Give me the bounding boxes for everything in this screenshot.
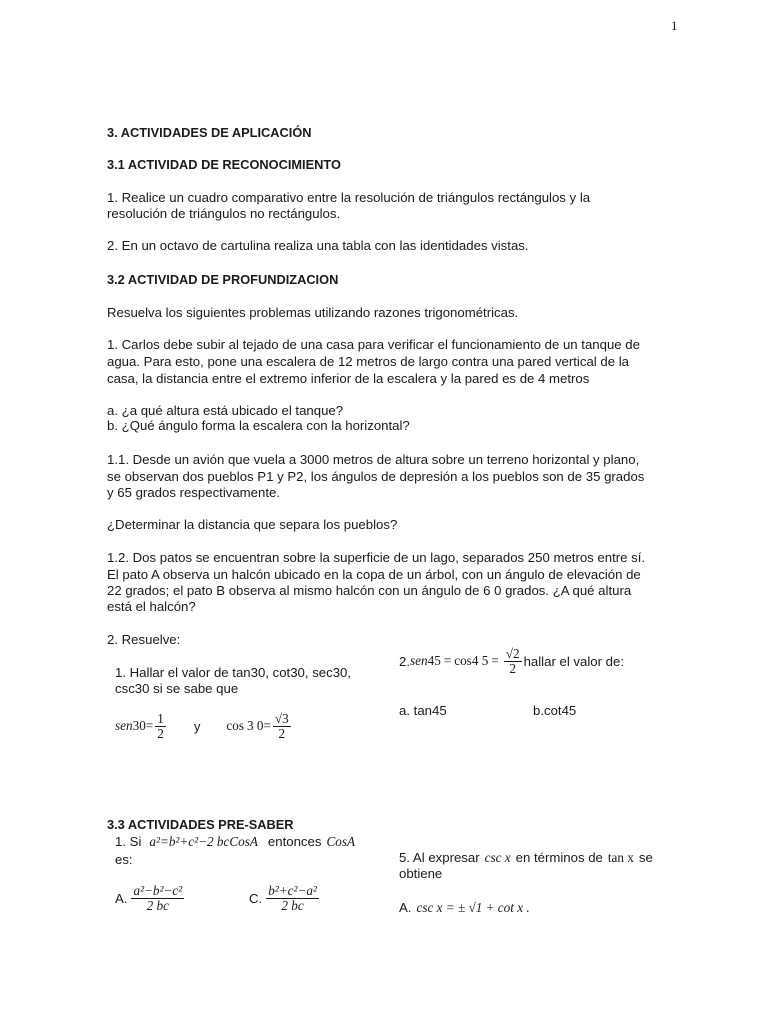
fraction: [273, 712, 291, 741]
subsection-heading: 3.1 ACTIVIDAD DE RECONOCIMIENTO: [107, 157, 341, 172]
item-prefix: 1. Si: [115, 834, 142, 849]
paragraph-line: está el halcón?: [107, 599, 196, 614]
paragraph-line: y 65 grados respectivamente.: [107, 485, 280, 500]
numerator: √2: [505, 646, 520, 661]
fraction: [504, 647, 522, 676]
denominator: 2 bc: [146, 897, 169, 913]
formula-sen45: [399, 647, 624, 676]
option-label: A.: [399, 900, 412, 915]
paragraph-text: 5. Al expresar: [399, 850, 480, 865]
math-equals: =: [443, 653, 452, 669]
section-heading: 3. ACTIVIDADES DE APLICACIÓN: [107, 125, 312, 140]
fraction: [266, 884, 319, 913]
option-b: b.cot45: [533, 703, 577, 718]
numerator: a²−b²−c²: [133, 883, 183, 898]
paragraph-line: obtiene: [399, 866, 443, 881]
math-csc: csc x: [484, 850, 511, 865]
option-a: a. tan45: [399, 703, 447, 718]
subsection-heading: 3.2 ACTIVIDAD DE PROFUNDIZACION: [107, 272, 339, 287]
paragraph-text: entonces: [267, 834, 322, 849]
paragraph-line: b. ¿Qué ángulo forma la escalera con la horizontal?: [107, 418, 410, 433]
fraction: [155, 712, 166, 741]
paragraph-line: ¿Determinar la distancia que separa los pueblos?: [107, 517, 398, 532]
paragraph-line: se observan dos pueblos P1 y P2, los ángulos de depresión a los pueblos son de 35 grados: [107, 469, 645, 484]
option-label: C.: [249, 890, 263, 906]
paragraph-line: resolución de triángulos no rectángulos.: [107, 206, 341, 221]
question-line: [399, 850, 653, 866]
paragraph-text: en términos de: [515, 850, 603, 865]
math-arg: 4 5: [471, 653, 489, 669]
math-expression: csc x = ± √1 + cot x .: [416, 900, 530, 915]
subsection-heading: 3.3 ACTIVIDADES PRE-SABER: [107, 817, 294, 832]
math-formula: a²=b²+c²−2 bcCosA: [149, 834, 258, 849]
math-equals: =: [491, 653, 499, 669]
paragraph-line: 1.1. Desde un avión que vuela a 3000 metros de altura sobre un terreno horizontal y plano,: [107, 452, 640, 467]
paragraph-line: 1. Carlos debe subir al tejado de una casa para verificar el funcionamiento de un tanque de: [107, 337, 640, 352]
paragraph-line: casa, la distancia entre el extremo inferior de la escalera y la pared es de 4 metros: [107, 371, 590, 386]
paragraph-line: 2. Resuelve:: [107, 632, 181, 647]
math-equals: =: [145, 718, 154, 734]
math-sen: sen: [410, 653, 428, 669]
fraction: [131, 884, 184, 913]
page-number: 1: [671, 18, 678, 33]
math-sen: sen: [115, 718, 133, 734]
denominator: 2: [509, 660, 516, 676]
math-arg: 45: [427, 653, 441, 669]
math-tan: tan x: [607, 850, 634, 865]
paragraph-line: agua. Para esto, pone una escalera de 12 metros de largo contra una pared vertical de la: [107, 354, 629, 369]
denominator: 2 bc: [281, 897, 304, 913]
math-var: CosA: [326, 834, 356, 849]
paragraph-line: 1.2. Dos patos se encuentran sobre la superficie de un lago, separados 250 metros entre sí.: [107, 550, 646, 565]
paragraph-line: 1. Realice un cuadro comparativo entre la resolución de triángulos rectángulos y la: [107, 190, 591, 205]
paragraph-line: 1. Hallar el valor de tan30, cot30, sec30,: [115, 665, 352, 680]
paragraph-line: a. ¿a qué altura está ubicado el tanque?: [107, 403, 344, 418]
option-a: [115, 884, 186, 913]
math-cos: cos: [454, 653, 472, 669]
math-equals: =: [263, 718, 271, 734]
math-arg: 30: [132, 718, 146, 734]
denominator: 2: [157, 725, 164, 741]
paragraph-line: El pato A observa un halcón ubicado en la copa de un árbol, con un ángulo de elevación de: [107, 567, 641, 582]
paragraph-line: 22 grados; el pato B observa al mismo halcón con un ángulo de 6 0 grados. ¿A qué altura: [107, 583, 632, 598]
paragraph-text: se: [638, 850, 653, 865]
item-prefix: 2.: [399, 653, 410, 669]
denominator: 2: [278, 725, 286, 741]
question-line: [115, 834, 355, 850]
numerator: 1: [157, 711, 164, 726]
paragraph-line: Resuelva los siguientes problemas utilizando razones trigonométricas.: [107, 305, 519, 320]
conjunction: y: [193, 718, 201, 734]
paragraph-line: es:: [115, 852, 133, 867]
paragraph-line: csc30 si se sabe que: [115, 681, 239, 696]
paragraph-line: 2. En un octavo de cartulina realiza una tabla con las identidades vistas.: [107, 238, 529, 253]
math-arg: 3 0: [247, 718, 264, 734]
formula-sen30: [115, 712, 293, 741]
math-cos: cos: [226, 718, 244, 734]
option-label: A.: [115, 890, 128, 906]
paragraph-text: hallar el valor de:: [523, 653, 625, 669]
numerator: √3: [274, 711, 289, 726]
option-a: [399, 900, 530, 916]
numerator: b²+c²−a²: [268, 883, 317, 898]
option-c: [249, 884, 321, 913]
